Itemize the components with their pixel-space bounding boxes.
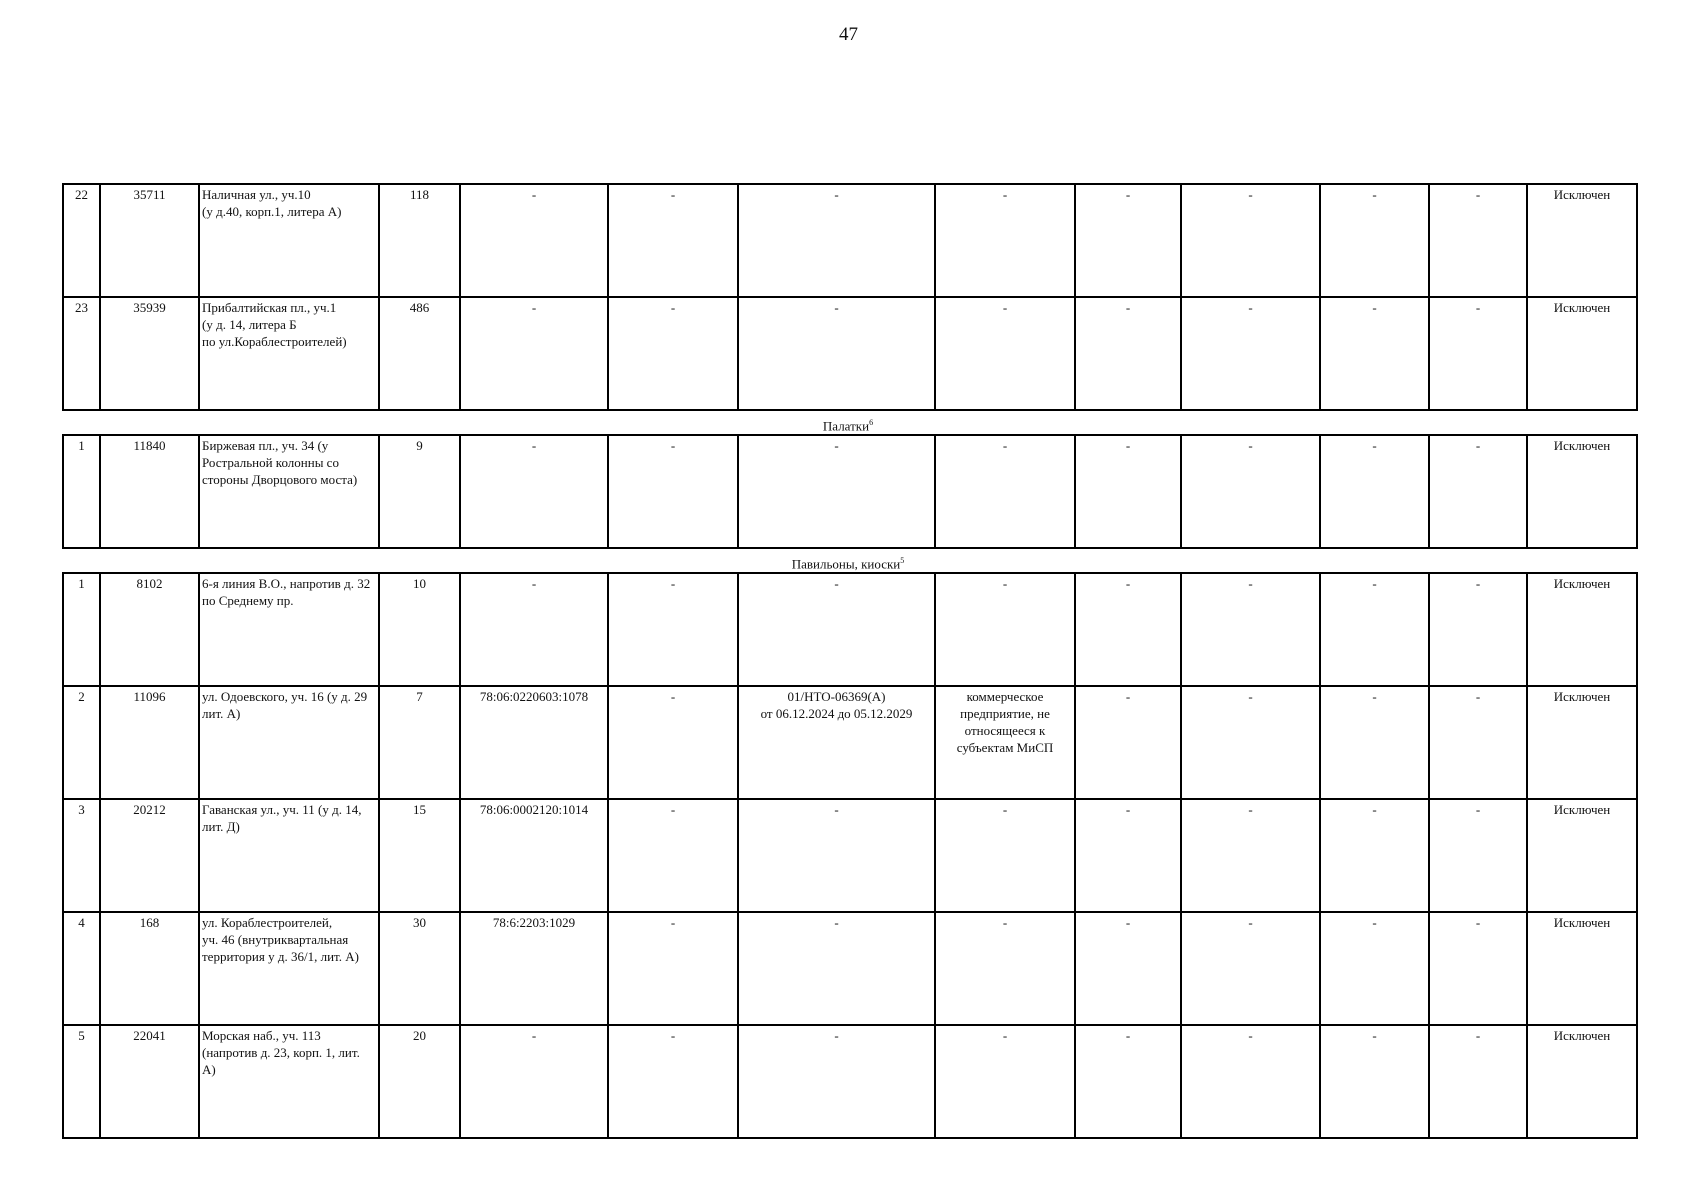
area: 486 (379, 297, 460, 410)
cell: - (1429, 686, 1527, 799)
table-row (63, 435, 1637, 548)
result: Исключен (1527, 686, 1637, 799)
object-id: 35711 (100, 184, 199, 297)
tenant-status: - (935, 573, 1075, 686)
cell: - (608, 573, 738, 686)
cell: - (1075, 297, 1181, 410)
row-number: 5 (63, 1025, 100, 1138)
tenant-status: - (935, 297, 1075, 410)
contract: - (738, 912, 935, 1025)
result: Исключен (1527, 297, 1637, 410)
cell: - (1429, 297, 1527, 410)
table-row (63, 686, 1637, 799)
contract: - (738, 799, 935, 912)
object-id: 22041 (100, 1025, 199, 1138)
cell: - (1181, 435, 1320, 548)
cadastral-number: - (460, 573, 608, 686)
object-id: 20212 (100, 799, 199, 912)
register-table-tents (62, 434, 1638, 549)
cadastral-number: - (460, 297, 608, 410)
cell: - (1181, 686, 1320, 799)
cell: - (1429, 435, 1527, 548)
cell: - (1320, 184, 1429, 297)
row-number: 4 (63, 912, 100, 1025)
tenant-status: - (935, 1025, 1075, 1138)
cell: - (1429, 184, 1527, 297)
cell: - (1075, 686, 1181, 799)
section-title-tents: Палатки$^6$ (822, 418, 874, 434)
result: Исключен (1527, 799, 1637, 912)
table-row (63, 912, 1637, 1025)
contract: 01/НТО-06369(А) от 06.12.2024 до 05.12.2029 (738, 686, 935, 799)
table-row (63, 799, 1637, 912)
table-row (63, 184, 1637, 297)
register-table-continued (62, 183, 1638, 411)
cadastral-number: - (460, 184, 608, 297)
cadastral-number: - (460, 1025, 608, 1138)
cell: - (1429, 799, 1527, 912)
tenant-status: - (935, 435, 1075, 548)
cell: - (1181, 912, 1320, 1025)
cell: - (1320, 1025, 1429, 1138)
cell: - (608, 686, 738, 799)
cell: - (1320, 297, 1429, 410)
cell: - (1075, 435, 1181, 548)
result: Исключен (1527, 1025, 1637, 1138)
cell: - (1181, 184, 1320, 297)
area: 15 (379, 799, 460, 912)
result: Исключен (1527, 435, 1637, 548)
area: 10 (379, 573, 460, 686)
object-id: 35939 (100, 297, 199, 410)
tenant-status: - (935, 912, 1075, 1025)
contract: - (738, 184, 935, 297)
cell: - (1181, 799, 1320, 912)
area: 9 (379, 435, 460, 548)
cell: - (1320, 912, 1429, 1025)
result: Исключен (1527, 184, 1637, 297)
object-id: 11096 (100, 686, 199, 799)
tenant-status: коммерческое предприятие, не относящееся к субъектам МиСП (935, 686, 1075, 799)
object-id: 168 (100, 912, 199, 1025)
cell: - (608, 912, 738, 1025)
row-number: 3 (63, 799, 100, 912)
address: ул. Одоевского, уч. 16 (у д. 29 лит. А) (199, 686, 379, 799)
cell: - (1075, 799, 1181, 912)
cell: - (608, 184, 738, 297)
area: 118 (379, 184, 460, 297)
cadastral-number: 78:6:2203:1029 (460, 912, 608, 1025)
address: Биржевая пл., уч. 34 (у Ростральной колонны со стороны Дворцового моста) (199, 435, 379, 548)
address: 6-я линия В.О., напротив д. 32 по Среднему пр. (199, 573, 379, 686)
cell: - (1429, 912, 1527, 1025)
cell: - (608, 435, 738, 548)
cell: - (1320, 686, 1429, 799)
row-number: 1 (63, 573, 100, 686)
cell: - (1181, 1025, 1320, 1138)
cadastral-number: 78:06:0002120:1014 (460, 799, 608, 912)
cadastral-number: - (460, 435, 608, 548)
cell: - (1181, 297, 1320, 410)
tenant-status: - (935, 799, 1075, 912)
object-id: 11840 (100, 435, 199, 548)
cell: - (1429, 573, 1527, 686)
area: 7 (379, 686, 460, 799)
row-number: 2 (63, 686, 100, 799)
register-table-pavilions (62, 572, 1638, 1139)
cell: - (1429, 1025, 1527, 1138)
table-row (63, 297, 1637, 410)
contract: - (738, 573, 935, 686)
cell: - (1075, 912, 1181, 1025)
cell: - (608, 799, 738, 912)
contract: - (738, 435, 935, 548)
address: Гаванская ул., уч. 11 (у д. 14, лит. Д) (199, 799, 379, 912)
cell: - (608, 297, 738, 410)
cell: - (608, 1025, 738, 1138)
cell: - (1320, 799, 1429, 912)
cell: - (1320, 573, 1429, 686)
row-number: 23 (63, 297, 100, 410)
section-title-pavilions: Павильоны, киоски$^5$ (791, 556, 905, 572)
table-row (63, 573, 1637, 686)
cell: - (1075, 1025, 1181, 1138)
address: Наличная ул., уч.10 (у д.40, корп.1, литера А) (199, 184, 379, 297)
page-number: 47 (839, 24, 858, 45)
cell: - (1075, 573, 1181, 686)
cell: - (1075, 184, 1181, 297)
area: 20 (379, 1025, 460, 1138)
table-row (63, 1025, 1637, 1138)
address: ул. Кораблестроителей, уч. 46 (внутриквартальная территория у д. 36/1, лит. А) (199, 912, 379, 1025)
row-number: 1 (63, 435, 100, 548)
result: Исключен (1527, 912, 1637, 1025)
object-id: 8102 (100, 573, 199, 686)
tenant-status: - (935, 184, 1075, 297)
address: Морская наб., уч. 113 (напротив д. 23, корп. 1, лит. А) (199, 1025, 379, 1138)
cell: - (1320, 435, 1429, 548)
cell: - (1181, 573, 1320, 686)
area: 30 (379, 912, 460, 1025)
row-number: 22 (63, 184, 100, 297)
contract: - (738, 297, 935, 410)
cadastral-number: 78:06:0220603:1078 (460, 686, 608, 799)
contract: - (738, 1025, 935, 1138)
result: Исключен (1527, 573, 1637, 686)
address: Прибалтийская пл., уч.1 (у д. 14, литера Б по ул.Кораблестроителей) (199, 297, 379, 410)
